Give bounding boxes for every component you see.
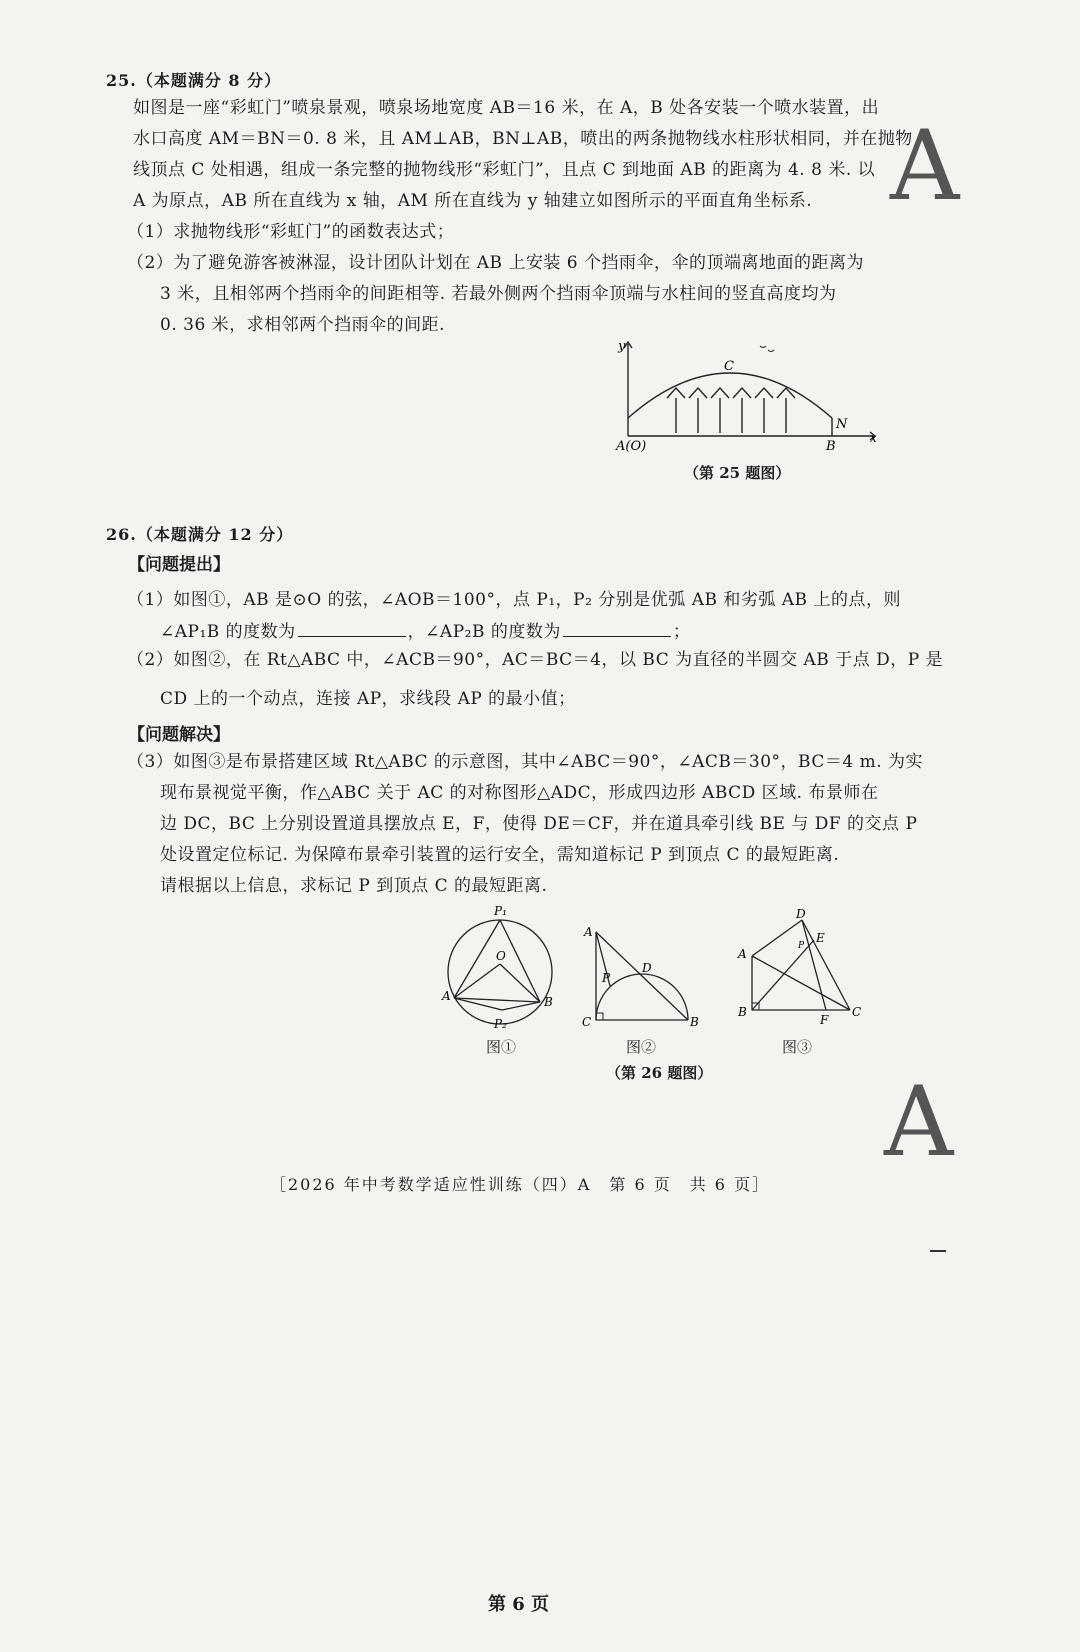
q25-part2-line: 3 米，且相邻两个挡雨伞的间距相等. 若最外侧两个挡雨伞顶端与水柱间的竖直高度均为 [160,284,837,304]
q26-part3-line: 请根据以上信息，求标记 P 到顶点 C 的最短距离. [160,876,548,896]
q26-figure-1 [440,900,560,1032]
circle-O [448,920,552,1024]
angle-AP1B-label: ∠AP₁B 的度数为 [160,622,296,642]
umbrella-group [667,388,795,433]
label-O: O [496,949,506,963]
label-F: F [820,1013,829,1026]
label-D: D [642,961,652,975]
q25-text-line: 线顶点 C 处相遇，组成一条完整的抛物线形“彩虹门”，且点 C 到地面 AB 的距离为 4. 8 米. 以 [133,160,876,180]
answer-blank-1[interactable] [298,622,406,637]
segment-P1A [454,920,500,998]
decoration-mark [760,346,774,352]
label-P1: P₁ [494,904,507,918]
q26-part3-line: 边 DC，BC 上分别设置道具摆放点 E，F，使得 DE＝CF，并在道具牵引线 BE 与 DF 的交点 P [160,814,918,834]
figure-2-caption: 图② [626,1038,657,1056]
right-angle-C [596,1013,603,1020]
q26-part2-line1: （2）如图②，在 Rt△ABC 中，∠ACB＝90°，AC＝BC＝4，以 BC 为直径的半圆交 AB 于点 D，P 是 [127,650,944,670]
figure-1-caption: 图① [486,1038,517,1056]
q26-figure-3 [732,906,872,1026]
label-B: B [826,439,836,454]
q26-part3-line: 处设置定位标记. 为保障布景牵引装置的运行安全，需知道标记 P 到顶点 C 的最短距离. [160,845,840,865]
label-A: A [584,925,593,939]
label-C: C [582,1015,592,1029]
q25-part2-line: （2）为了避免游客被淋湿，设计团队计划在 AB 上安装 6 个挡雨伞，伞的顶端离地面的距离为 [127,253,865,273]
edge-letter-bottom: A [884,1066,954,1178]
q25-figure [612,338,882,456]
q26-header: 26.（本题满分 12 分） [106,525,294,544]
q25-text-line: A 为原点，AB 所在直线为 x 轴，AM 所在直线为 y 轴建立如图所示的平面直角坐标系. [133,191,813,211]
q25-figure-caption: （第 25 题图） [684,464,791,482]
page-number: 第 6 页 [488,1594,550,1615]
label-P: P [602,971,611,985]
q25-part2-line: 0. 36 米，求相邻两个挡雨伞的间距. [160,315,446,335]
label-A: A [738,947,747,961]
q25-text-line: 水口高度 AM＝BN＝0. 8 米，且 AM⊥AB，BN⊥AB，喷出的两条抛物线水柱形状相同，并在抛物 [133,129,913,149]
label-C: C [724,359,734,374]
label-D: D [796,907,806,921]
label-A: A [442,989,451,1003]
label-y: y [618,339,626,354]
rainbow-parabola [628,373,832,418]
label-B: B [544,995,553,1009]
q26-part3-line: （3）如图③是布景搭建区域 Rt△ABC 的示意图，其中∠ABC＝90°，∠ACB＝30°，BC＝4 m. 为实 [127,752,924,772]
label-B: B [738,1005,747,1019]
label-E: E [816,931,825,945]
q26-part1-line2 [160,620,690,644]
q25-part1: （1）求抛物线形“彩虹门”的函数表达式； [127,222,455,242]
figure-3-caption: 图③ [782,1038,813,1056]
edge-letter-top: A [890,110,960,222]
q25-text-line: 如图是一座“彩虹门”喷泉景观，喷泉场地宽度 AB＝16 米，在 A，B 处各安装一个喷水装置，出 [133,98,880,118]
label-P2: P₂ [494,1017,507,1031]
q25-header: 25.（本题满分 8 分） [106,71,282,90]
line-end: ； [672,622,691,642]
label-C: C [852,1005,862,1019]
page-footer: ［2026 年中考数学适应性训练（四）A 第 6 页 共 6 页］ [270,1175,771,1194]
label-N: N [836,417,848,432]
q26-part2-line2: CD 上的一个动点，连接 AP，求线段 AP 的最小值； [160,689,576,709]
q26-part3-line: 现布景视觉平衡，作△ABC 关于 AC 的对称图形△ADC，形成四边形 ABCD 区域. 布景师在 [160,783,879,803]
answer-blank-2[interactable] [563,622,671,637]
label-origin: A(O) [616,439,647,454]
q26-part1-line1: （1）如图①，AB 是⊙O 的弦，∠AOB＝100°，点 P₁，P₂ 分别是优弧 AB 和劣弧 AB 上的点，则 [127,590,901,610]
angle-AP2B-label: ，∠AP₂B 的度数为 [407,622,561,642]
segment-OB [500,964,540,1002]
segment-BE [752,940,814,1010]
section-problem-solving: 【问题解决】 [128,725,230,745]
segment-BP2 [502,1002,540,1010]
q26-figure-2 [578,924,708,1034]
edge-dash [930,1250,946,1252]
label-x: x [870,431,877,445]
segment-OA [454,964,500,998]
label-P: P [798,941,805,951]
side-AD [752,920,802,956]
section-problem-raised: 【问题提出】 [128,555,230,575]
q26-figure-caption: （第 26 题图） [606,1064,713,1082]
label-B: B [690,1015,699,1029]
